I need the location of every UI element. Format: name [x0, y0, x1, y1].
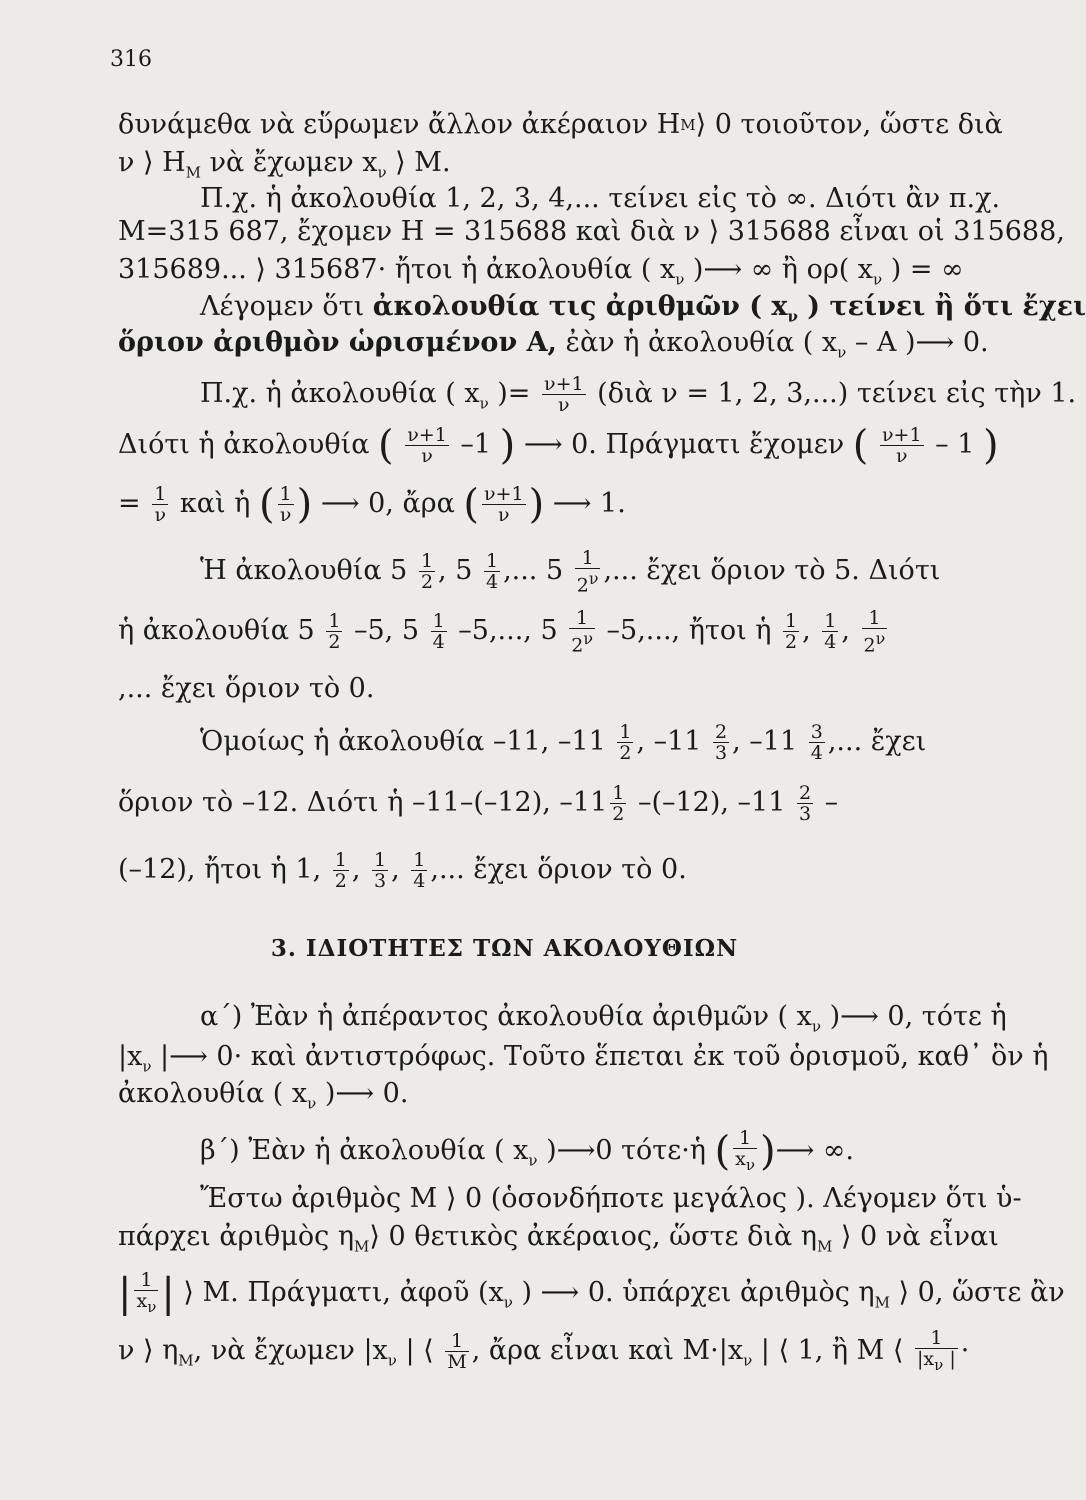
line-content: πάρχει ἀριθμὸς $\eta_M⟩$ 0 θετικὸς ἀκέραιος, ὥστε διὰ $\eta_M$ ⟩ 0 νὰ εἶναι — [118, 1221, 999, 1256]
line-content: Π.χ. ἡ ἀκολουθία ( $x_\nu$ )= $\frac{\nu+1}{\nu}$ (διὰ ν = 1, 2, 3,...) τείνει εἰς τὴν 1. — [200, 373, 1077, 416]
text-line — [118, 1077, 964, 1120]
line-content: Ἡ ἀκολουθία 5 $\frac{1}{2}$ , 5 $\frac{1}{4}$ ,... 5 $\frac{1}{2^\nu}$ ,... ἔχει ὅριον τὸ 5. Διότι — [200, 547, 941, 597]
formula-line — [118, 850, 964, 891]
formula-line — [118, 481, 964, 528]
line-content: Διότι ἡ ἀκολουθία ( $\frac{\nu+1}{\nu}$ –1 ) ⟶ 0. Πράγματι ἔχομεν ( $\frac{\nu+1}{\nu}$ – 1 ) — [118, 422, 999, 469]
formula-line — [118, 1327, 970, 1377]
line-content: β΄) Ἐὰν ἡ ἀκολουθία ( $x_\nu$ )⟶0 τότε·ἡ ( $\frac{1}{x_\nu}$ )⟶ ∞. — [200, 1127, 854, 1175]
text-line — [118, 182, 1046, 216]
formula-line — [118, 783, 964, 824]
line-content: Ἔστω ἀριθμὸς M ⟩ 0 (ὁσονδήποτε μεγάλος ). Λέγομεν ὅτι ὑ- — [200, 1183, 1022, 1214]
line-content: = $\frac{1}{\nu}$ καὶ ἡ ( $\frac{1}{\nu}$ ) ⟶ 0, ἄρα ( $\frac{\nu+1}{\nu}$ ) ⟶ 1. — [118, 481, 626, 528]
text-line — [118, 1220, 999, 1263]
property-line — [118, 1128, 1046, 1177]
formula-line — [118, 422, 999, 469]
line-content: ,... ἔχει ὅριον τὸ 0. — [118, 673, 375, 704]
example-line — [118, 373, 1077, 420]
line-content: ἀκολουθία ( $x_\nu$ )⟶ 0. — [118, 1078, 409, 1113]
line-content: ν ⟩ $H_M$ νὰ ἔχωμεν $x_\nu$ ⟩ M. — [118, 147, 451, 182]
line-content: 315689... ⟩ 315687· ἤτοι ἡ ἀκολουθία ( $x_\nu$ )⟶ ∞ ἢ ορ( $x_\nu$ ) = ∞ — [118, 254, 964, 289]
line-content: (–12), ἤτοι ἡ 1, $\frac{1}{2}$ , $\frac{1}{3}$ , $\frac{1}{4}$ ,... ἔχει ὅριον τὸ 0. — [118, 849, 687, 892]
line-content: α΄) Ἐὰν ἡ ἀπέραντος ἀκολουθία ἀριθμῶν ( $x_\nu$ )⟶ 0, τότε ἡ — [200, 1001, 1007, 1036]
line-content: ὅριον τὸ –12. Διότι ἡ –11–(–12), –11 $\frac{1}{2}$ –(–12), –11 $\frac{2}{3}$ – — [118, 782, 839, 825]
section-heading: 3. ΙΔΙΟΤΗΤΕΣ ΤΩΝ ΑΚΟΛΟΥΘΙΩΝ — [270, 935, 739, 962]
example-line — [118, 548, 1046, 595]
line-content: Π.χ. ἡ ἀκολουθία 1, 2, 3, 4,... τείνει εἰς τὸ ∞. Διότι ἂν π.χ. — [200, 183, 1001, 214]
text-line — [118, 672, 964, 706]
page-number: 316 — [110, 47, 152, 72]
text-line — [118, 1182, 1046, 1216]
line-content: ὅριον ἀριθμὸν ὡρισμένον A, ἐὰν ἡ ἀκολουθία ( $x_\nu$ – A )⟶ 0. — [118, 327, 989, 362]
line-content: Λέγομεν ὅτι ἀκολουθία τις ἀριθμῶν ( $x_\nu$ ) τείνει ἢ ὅτι ἔχει — [200, 291, 1086, 326]
line-content: ἡ ἀκολουθία 5 $\frac{1}{2}$ –5, 5 $\frac{1}{4}$ –5,..., 5 $\frac{1}{2^\nu}$ –5,..., ἤτοι ἡ $\frac{1}{2}$ , $\frac{1}{4}$ , $\frac{1}{2^\nu}$ — [118, 607, 886, 657]
line-content: Ὁμοίως ἡ ἀκολουθία –11, –11 $\frac{1}{2}$ , –11 $\frac{2}{3}$ , –11 $\frac{3}{4}$ ,... ἔχει — [200, 721, 927, 764]
formula-line — [118, 1269, 1065, 1319]
line-content: $|x_\nu$ |⟶ 0· καὶ ἀντιστρόφως. Τοῦτο ἕπεται ἐκ τοῦ ὁρισμοῦ, καθ᾽ ὃν ἡ — [118, 1041, 1049, 1076]
line-content: ν ⟩ $\eta_M$, νὰ ἔχωμεν $|x_\nu$ | ⟨ $\frac{1}{M}$ , ἄρα εἶναι καὶ $M\cdot|x_\nu$ | ⟨ 1, ἢ M ⟨ $\frac{1}{|x_\nu |}$ · — [118, 1327, 970, 1374]
line-content: δυνάμεθα νὰ εὕρωμεν ἄλλον ἀκέραιον H M ⟩ 0 τοιοῦτον, ὥστε διὰ — [118, 109, 1003, 140]
definition-line — [118, 326, 989, 369]
property-line — [118, 1000, 1046, 1043]
formula-line — [118, 608, 964, 655]
text-line — [118, 215, 1065, 249]
line-content: | $\frac{1}{x_\nu}$ | ⟩ M. Πράγματι, ἀφοῦ ($x_\nu$ ) ⟶ 0. ὑπάρχει ἀριθμὸς $\eta_M$ ⟩ 0, ὥστε ἂν — [118, 1269, 1065, 1317]
line-content: M=315 687, ἔχομεν H = 315688 καὶ διὰ ν ⟩ 315688 εἶναι οἱ 315688, — [118, 216, 1065, 247]
text-line — [118, 108, 1003, 142]
example-line — [118, 722, 1046, 763]
